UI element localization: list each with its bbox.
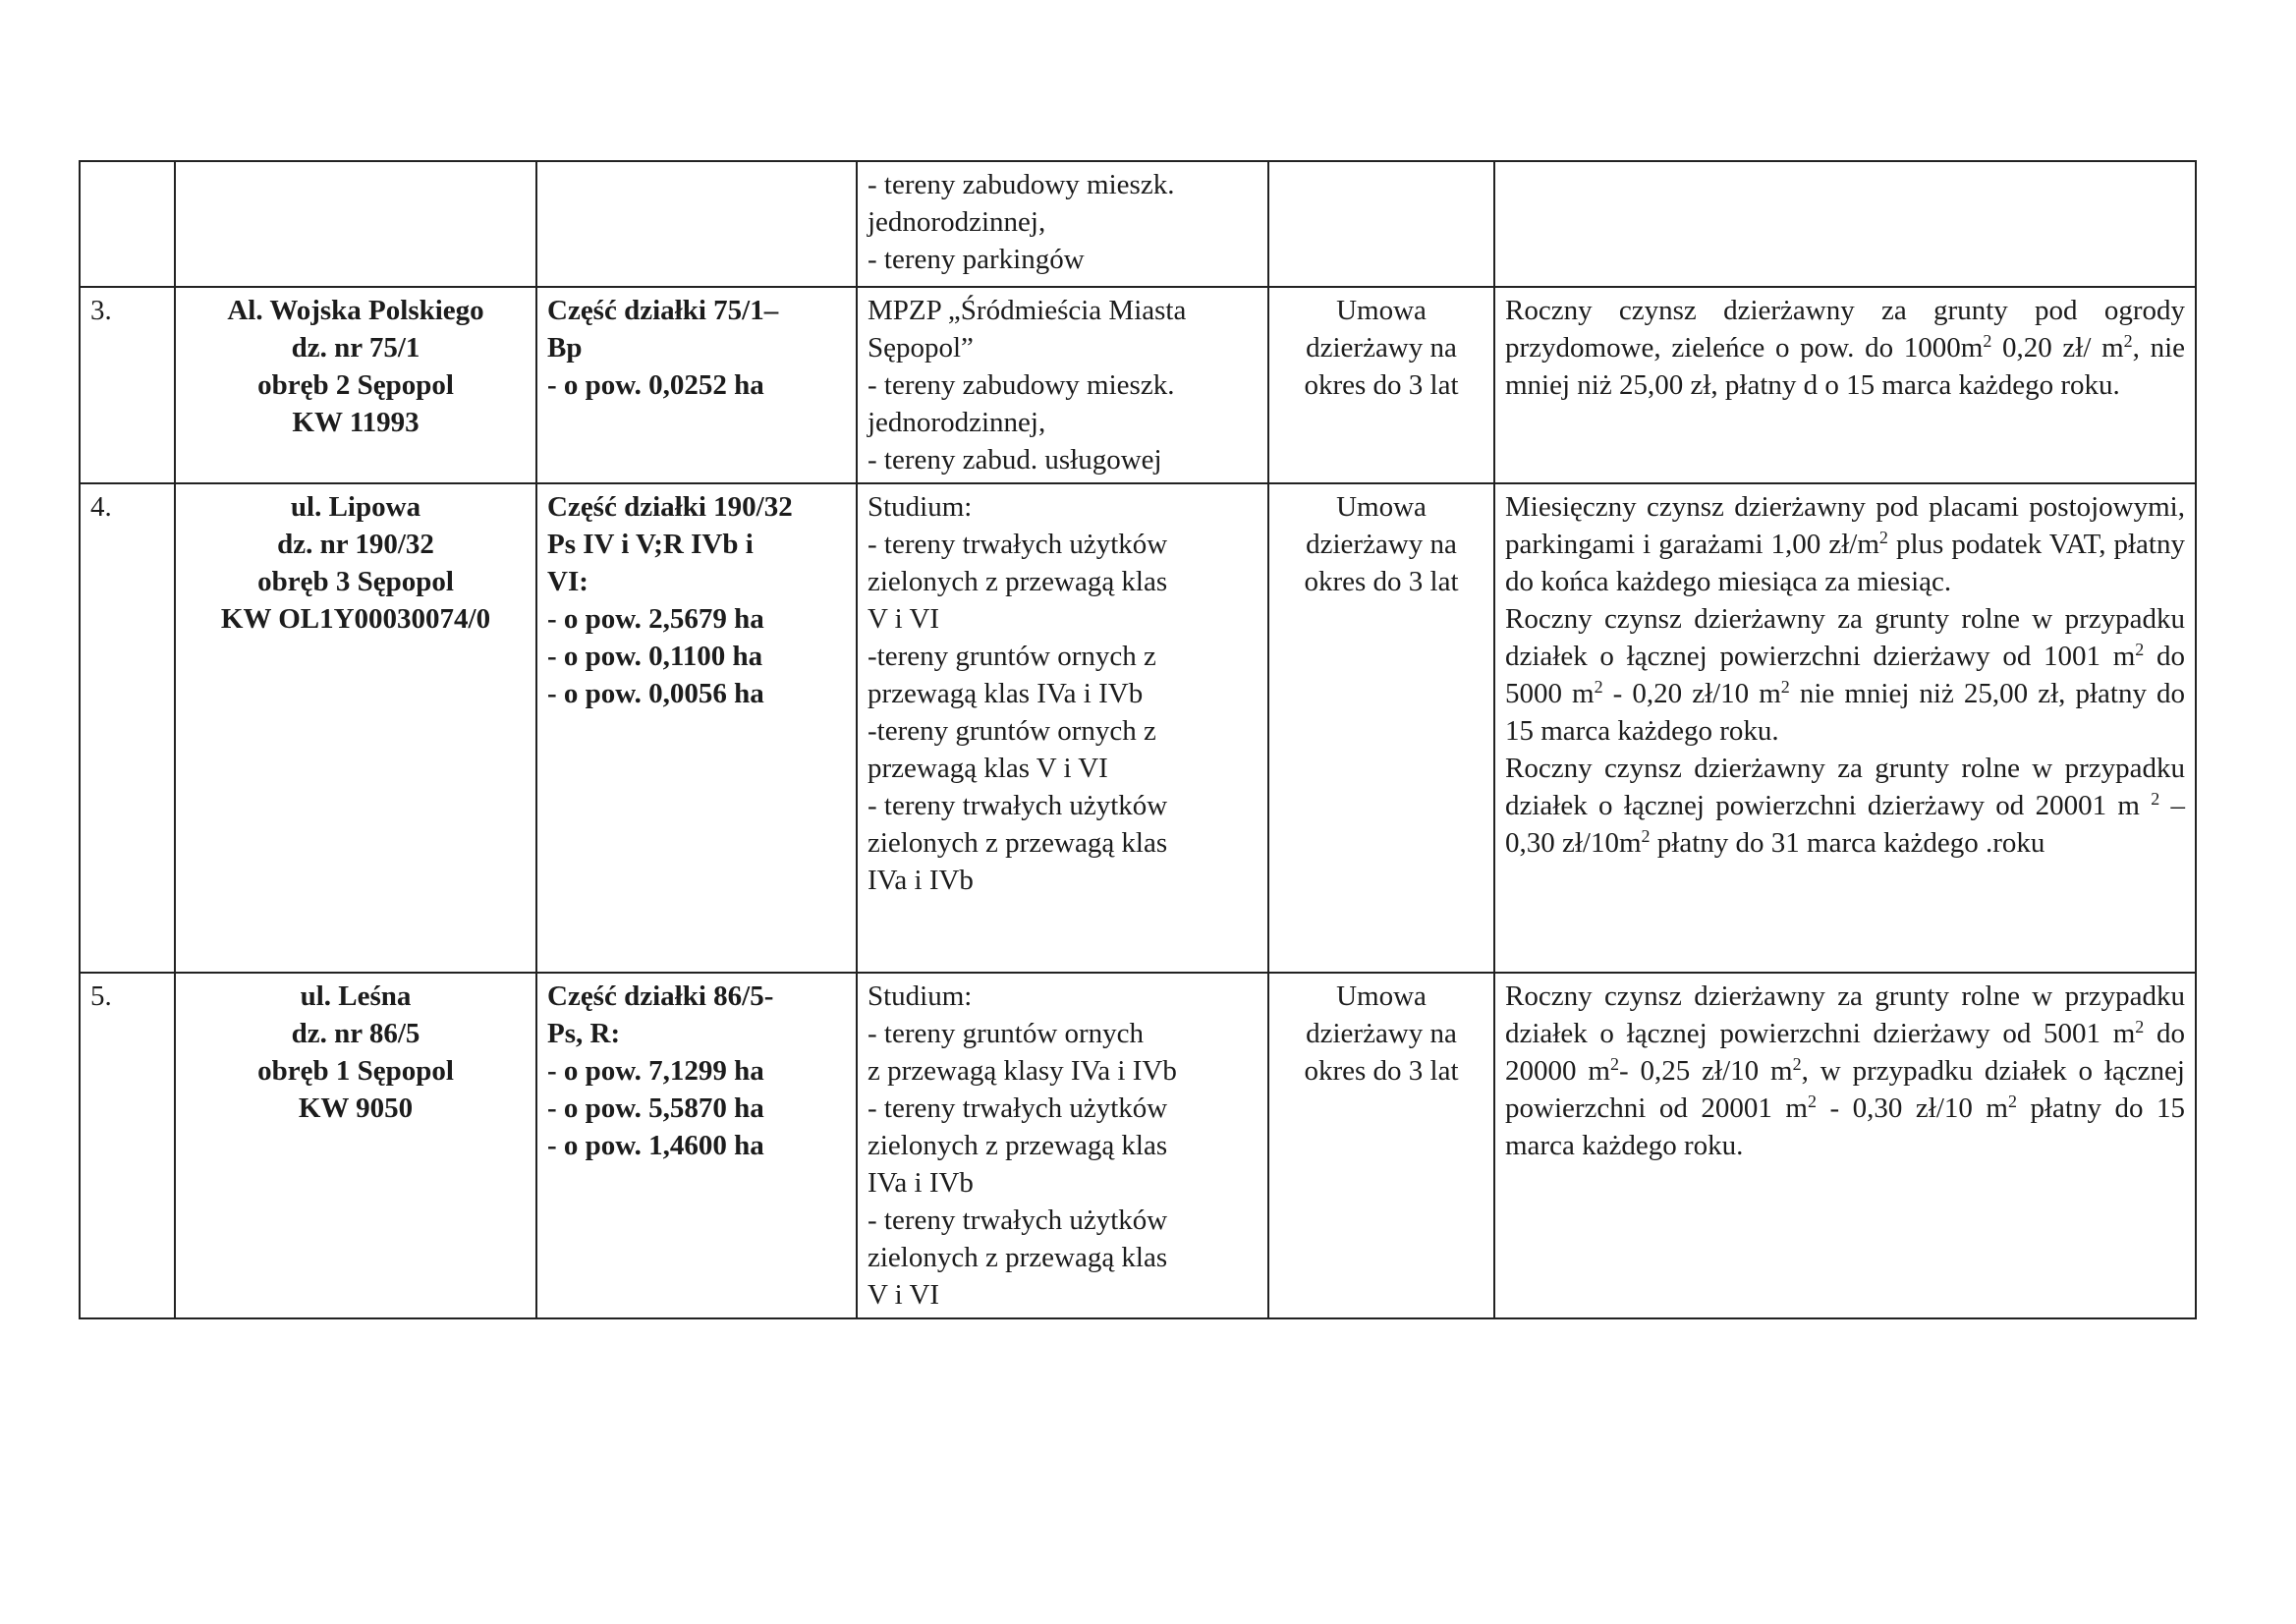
text-line: - o pow. 0,0056 ha [547,678,764,709]
text-line: jednorodzinnej, [868,407,1046,438]
rent-cell [1494,161,2196,287]
text-line: Część działki 190/32 [547,491,793,523]
text-line: zielonych z przewagą klas [868,566,1168,597]
lease-form-cell [1268,161,1494,287]
text-line: - tereny trwałych użytków [868,529,1168,560]
text-line: - tereny trwałych użytków [868,790,1168,821]
plot-cell [536,161,857,287]
text-line: obręb 2 Sępopol [257,369,454,401]
study-cell [857,973,1268,1318]
lease-form-cell [1268,973,1494,1318]
text-line: Ps IV i V;R IVb i [547,529,754,560]
text-line: okres do 3 lat [1304,566,1459,597]
text-line: KW 11993 [292,407,420,438]
text-line: - o pow. 5,5870 ha [547,1092,764,1124]
text-line: z przewagą klasy IVa i IVb [868,1055,1177,1087]
text-line: Studium: [868,980,973,1012]
text-line: - tereny trwałych użytków [868,1092,1168,1124]
text-line: Sępopol” [868,332,974,364]
text-line: V i VI [868,1279,940,1311]
text-line: - o pow. 0,1100 ha [547,641,763,672]
text-line: KW OL1Y00030074/0 [220,603,491,635]
study-cell [857,483,1268,973]
text-line: dz. nr 86/5 [291,1018,420,1049]
address-cell [175,287,536,483]
text-line: okres do 3 lat [1304,1055,1459,1087]
text-line: dzierżawy na [1306,332,1457,364]
lp-cell: 4. [80,483,175,973]
lp-cell: 3. [80,287,175,483]
lp-cell [80,161,175,287]
text-line: dz. nr 75/1 [291,332,420,364]
table-row [80,483,2196,973]
text-line: Umowa [1336,491,1427,523]
text-line: -tereny gruntów ornych z [868,715,1156,747]
text-line: - tereny zabudowy mieszk. [868,169,1175,200]
lease-table [79,160,2197,1319]
address-cell [175,161,536,287]
rent-cell: Roczny czynsz dzierżawny za grunty rolne w przypadku działek o łącznej powierzchni dzierżawy od 5001 $m^2$ do 20000 $m^2-$ 0,25 zł/10 $m^2$, w przypadku działek o łącznej powierzchni od 20001 $m^2 - 0,30$ zł/10 $m^2$ płatny do 15 marca każdego roku. [1494,973,2196,1318]
text-line: obręb 3 Sępopol [257,566,454,597]
text-line: zielonych z przewagą klas [868,1130,1168,1161]
text-line: - o pow. 2,5679 ha [547,603,764,635]
rent-cell: Roczny czynsz dzierżawny za grunty pod ogrody przydomowe, zieleńce o pow. do $1000m^2$ 0,20 zł/ $m^2$, nie mniej niż 25,00 zł, płatny d o 15 marca każdego roku. [1494,287,2196,483]
text-line: dzierżawy na [1306,529,1457,560]
lease-form-cell [1268,483,1494,973]
text-line: - o pow. 0,0252 ha [547,369,764,401]
study-cell [857,161,1268,287]
text-line: IVa i IVb [868,1167,974,1199]
plot-cell [536,483,857,973]
text-line: - tereny gruntów ornych [868,1018,1145,1049]
text-line: Ps, R: [547,1018,621,1049]
text-line: przewagą klas V i VI [868,753,1108,784]
text-line: Część działki 75/1– [547,295,779,326]
text-line: -tereny gruntów ornych z [868,641,1156,672]
text-line: IVa i IVb [868,865,974,896]
text-line: - tereny zabud. usługowej [868,444,1162,476]
table-row [80,161,2196,287]
text-line: Studium: [868,491,973,523]
study-cell [857,287,1268,483]
plot-cell [536,973,857,1318]
text-line: dzierżawy na [1306,1018,1457,1049]
text-line: - tereny parkingów [868,244,1085,275]
rent-cell: Miesięczny czynsz dzierżawny pod placami postojowymi, parkingami i garażami 1,00 $zł/m^2$ plus podatek VAT, płatny do końca każdego miesiąca za miesiąc. Roczny czynsz dzierżawny za grunty rolne w przypadku działek o łącznej powierzchni dzierżawy od 1001 $m^2$ do 5000 $m^2 - 0,20$ zł/10 $m^2$ nie mniej niż 25,00 zł, płatny do 15 marca każdego roku. Roczny czynsz dzierżawny za grunty rolne w przypadku działek o łącznej powierzchni dzierżawy od 20001 m $^2$ – 0,30 $zł/10m^2$ płatny do 31 marca każdego .roku [1494,483,2196,973]
text-line: Bp [547,332,583,364]
text-line: ul. Leśna [300,980,412,1012]
text-line: KW 9050 [298,1092,414,1124]
text-line: okres do 3 lat [1304,369,1459,401]
text-line: MPZP „Śródmieścia Miasta [868,295,1187,326]
text-line: Umowa [1336,980,1427,1012]
text-line: VI: [547,566,588,597]
text-line: Część działki 86/5- [547,980,774,1012]
text-line: - tereny trwałych użytków [868,1204,1168,1236]
text-line: Al. Wojska Polskiego [227,295,484,326]
text-line: ul. Lipowa [290,491,421,523]
text-line: jednorodzinnej, [868,206,1046,238]
lease-form-cell [1268,287,1494,483]
lease-table-body [80,161,2196,1318]
lp-cell: 5. [80,973,175,1318]
table-row [80,287,2196,483]
text-line: obręb 1 Sępopol [257,1055,454,1087]
address-cell [175,973,536,1318]
text-line: zielonych z przewagą klas [868,1242,1168,1273]
text-line: - o pow. 7,1299 ha [547,1055,764,1087]
text-line: dz. nr 190/32 [277,529,434,560]
table-row [80,973,2196,1318]
plot-cell [536,287,857,483]
text-line: V i VI [868,603,940,635]
text-line: Umowa [1336,295,1427,326]
text-line: zielonych z przewagą klas [868,827,1168,859]
address-cell [175,483,536,973]
text-line: - tereny zabudowy mieszk. [868,369,1175,401]
text-line: przewagą klas IVa i IVb [868,678,1144,709]
text-line: - o pow. 1,4600 ha [547,1130,764,1161]
